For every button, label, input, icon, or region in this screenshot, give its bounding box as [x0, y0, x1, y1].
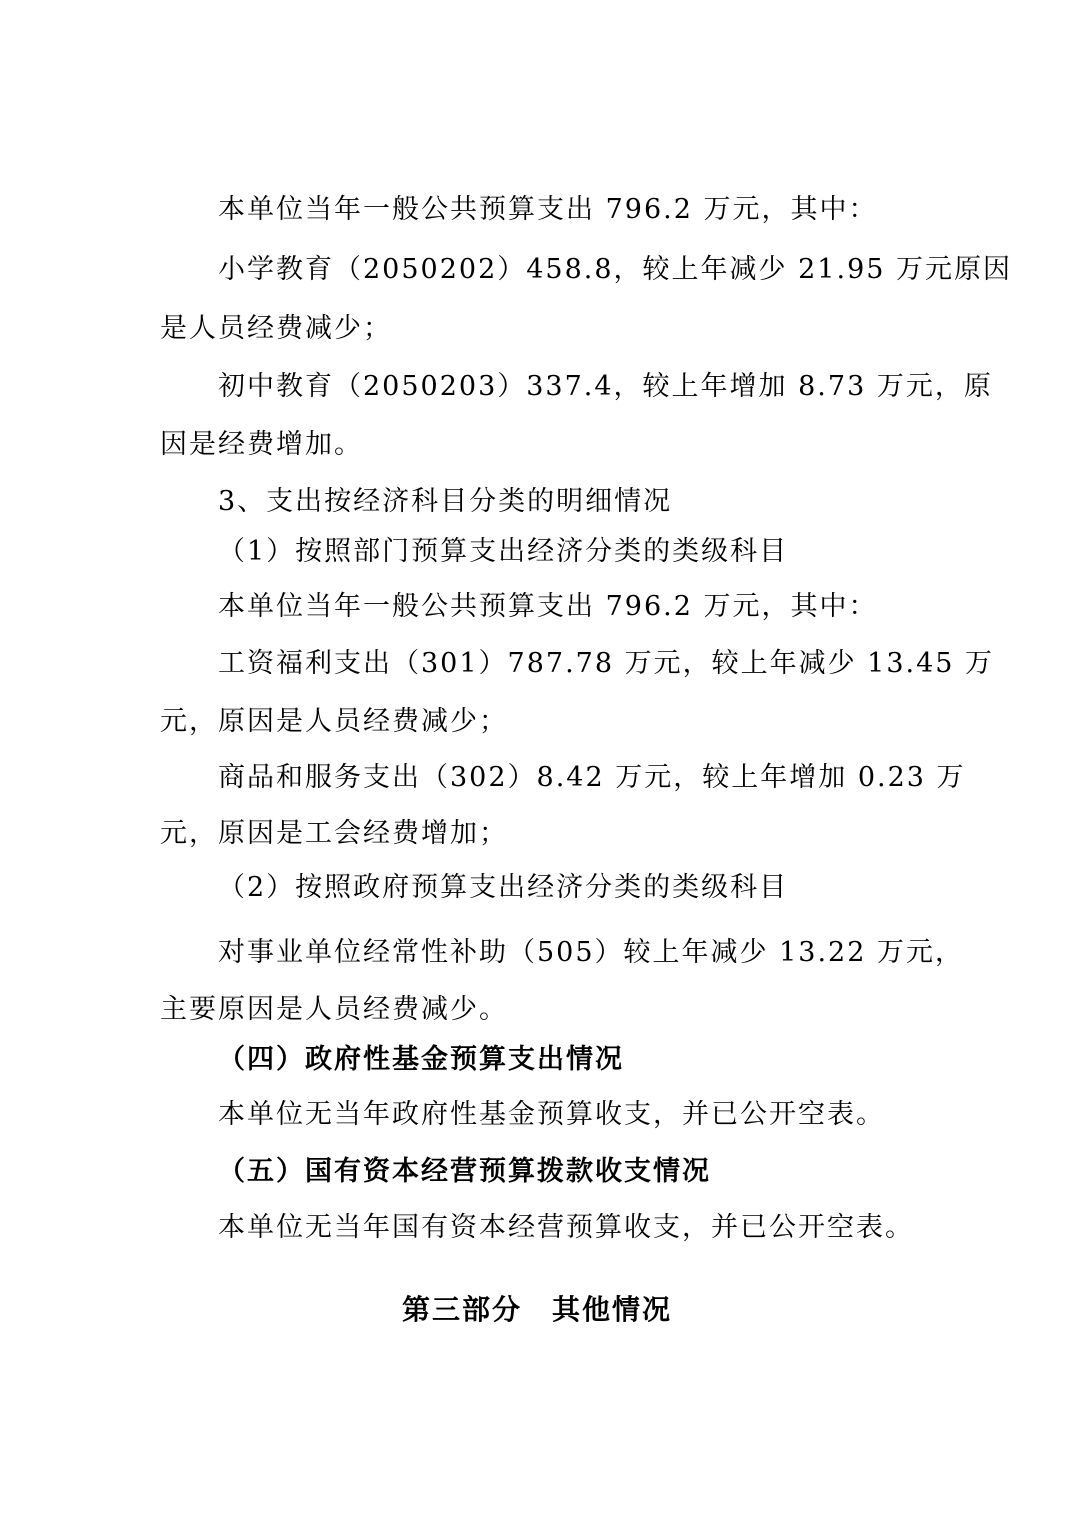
paragraph-line: （1）按照部门预算支出经济分类的类级科目 — [218, 536, 789, 567]
paragraph-line: 商品和服务支出（302）8.42 万元，较上年增加 0.23 万 — [218, 762, 966, 793]
paragraph-line: 元，原因是工会经费增加； — [160, 818, 508, 849]
paragraph-line: 主要原因是人员经费减少。 — [160, 994, 508, 1025]
paragraph-line: 元，原因是人员经费减少； — [160, 706, 508, 737]
paragraph-line: 本单位当年一般公共预算支出 796.2 万元，其中： — [218, 194, 878, 225]
paragraph-line: 本单位无当年国有资本经营预算收支，并已公开空表。 — [218, 1212, 914, 1243]
paragraph-line: 初中教育（2050203）337.4，较上年增加 8.73 万元，原 — [218, 371, 993, 402]
paragraph-line: 对事业单位经常性补助（505）较上年减少 13.22 万元， — [218, 937, 964, 968]
paragraph-line: 工资福利支出（301）787.78 万元，较上年减少 13.45 万 — [218, 648, 995, 679]
paragraph-line: 是人员经费减少； — [160, 313, 392, 344]
paragraph-line: 小学教育（2050202）458.8，较上年减少 21.95 万元原因 — [218, 254, 1013, 285]
paragraph-line: 本单位无当年政府性基金预算收支，并已公开空表。 — [218, 1099, 885, 1130]
paragraph-line: 3、支出按经济科目分类的明细情况 — [218, 486, 673, 517]
section-title: 第三部分 其他情况 — [401, 1293, 672, 1326]
subsection-heading: （四）政府性基金预算支出情况 — [218, 1044, 624, 1075]
paragraph-line: （2）按照政府预算支出经济分类的类级科目 — [218, 872, 789, 903]
subsection-heading: （五）国有资本经营预算拨款收支情况 — [218, 1156, 711, 1187]
paragraph-line: 因是经费增加。 — [160, 429, 363, 460]
paragraph-line: 本单位当年一般公共预算支出 796.2 万元，其中： — [218, 591, 878, 622]
